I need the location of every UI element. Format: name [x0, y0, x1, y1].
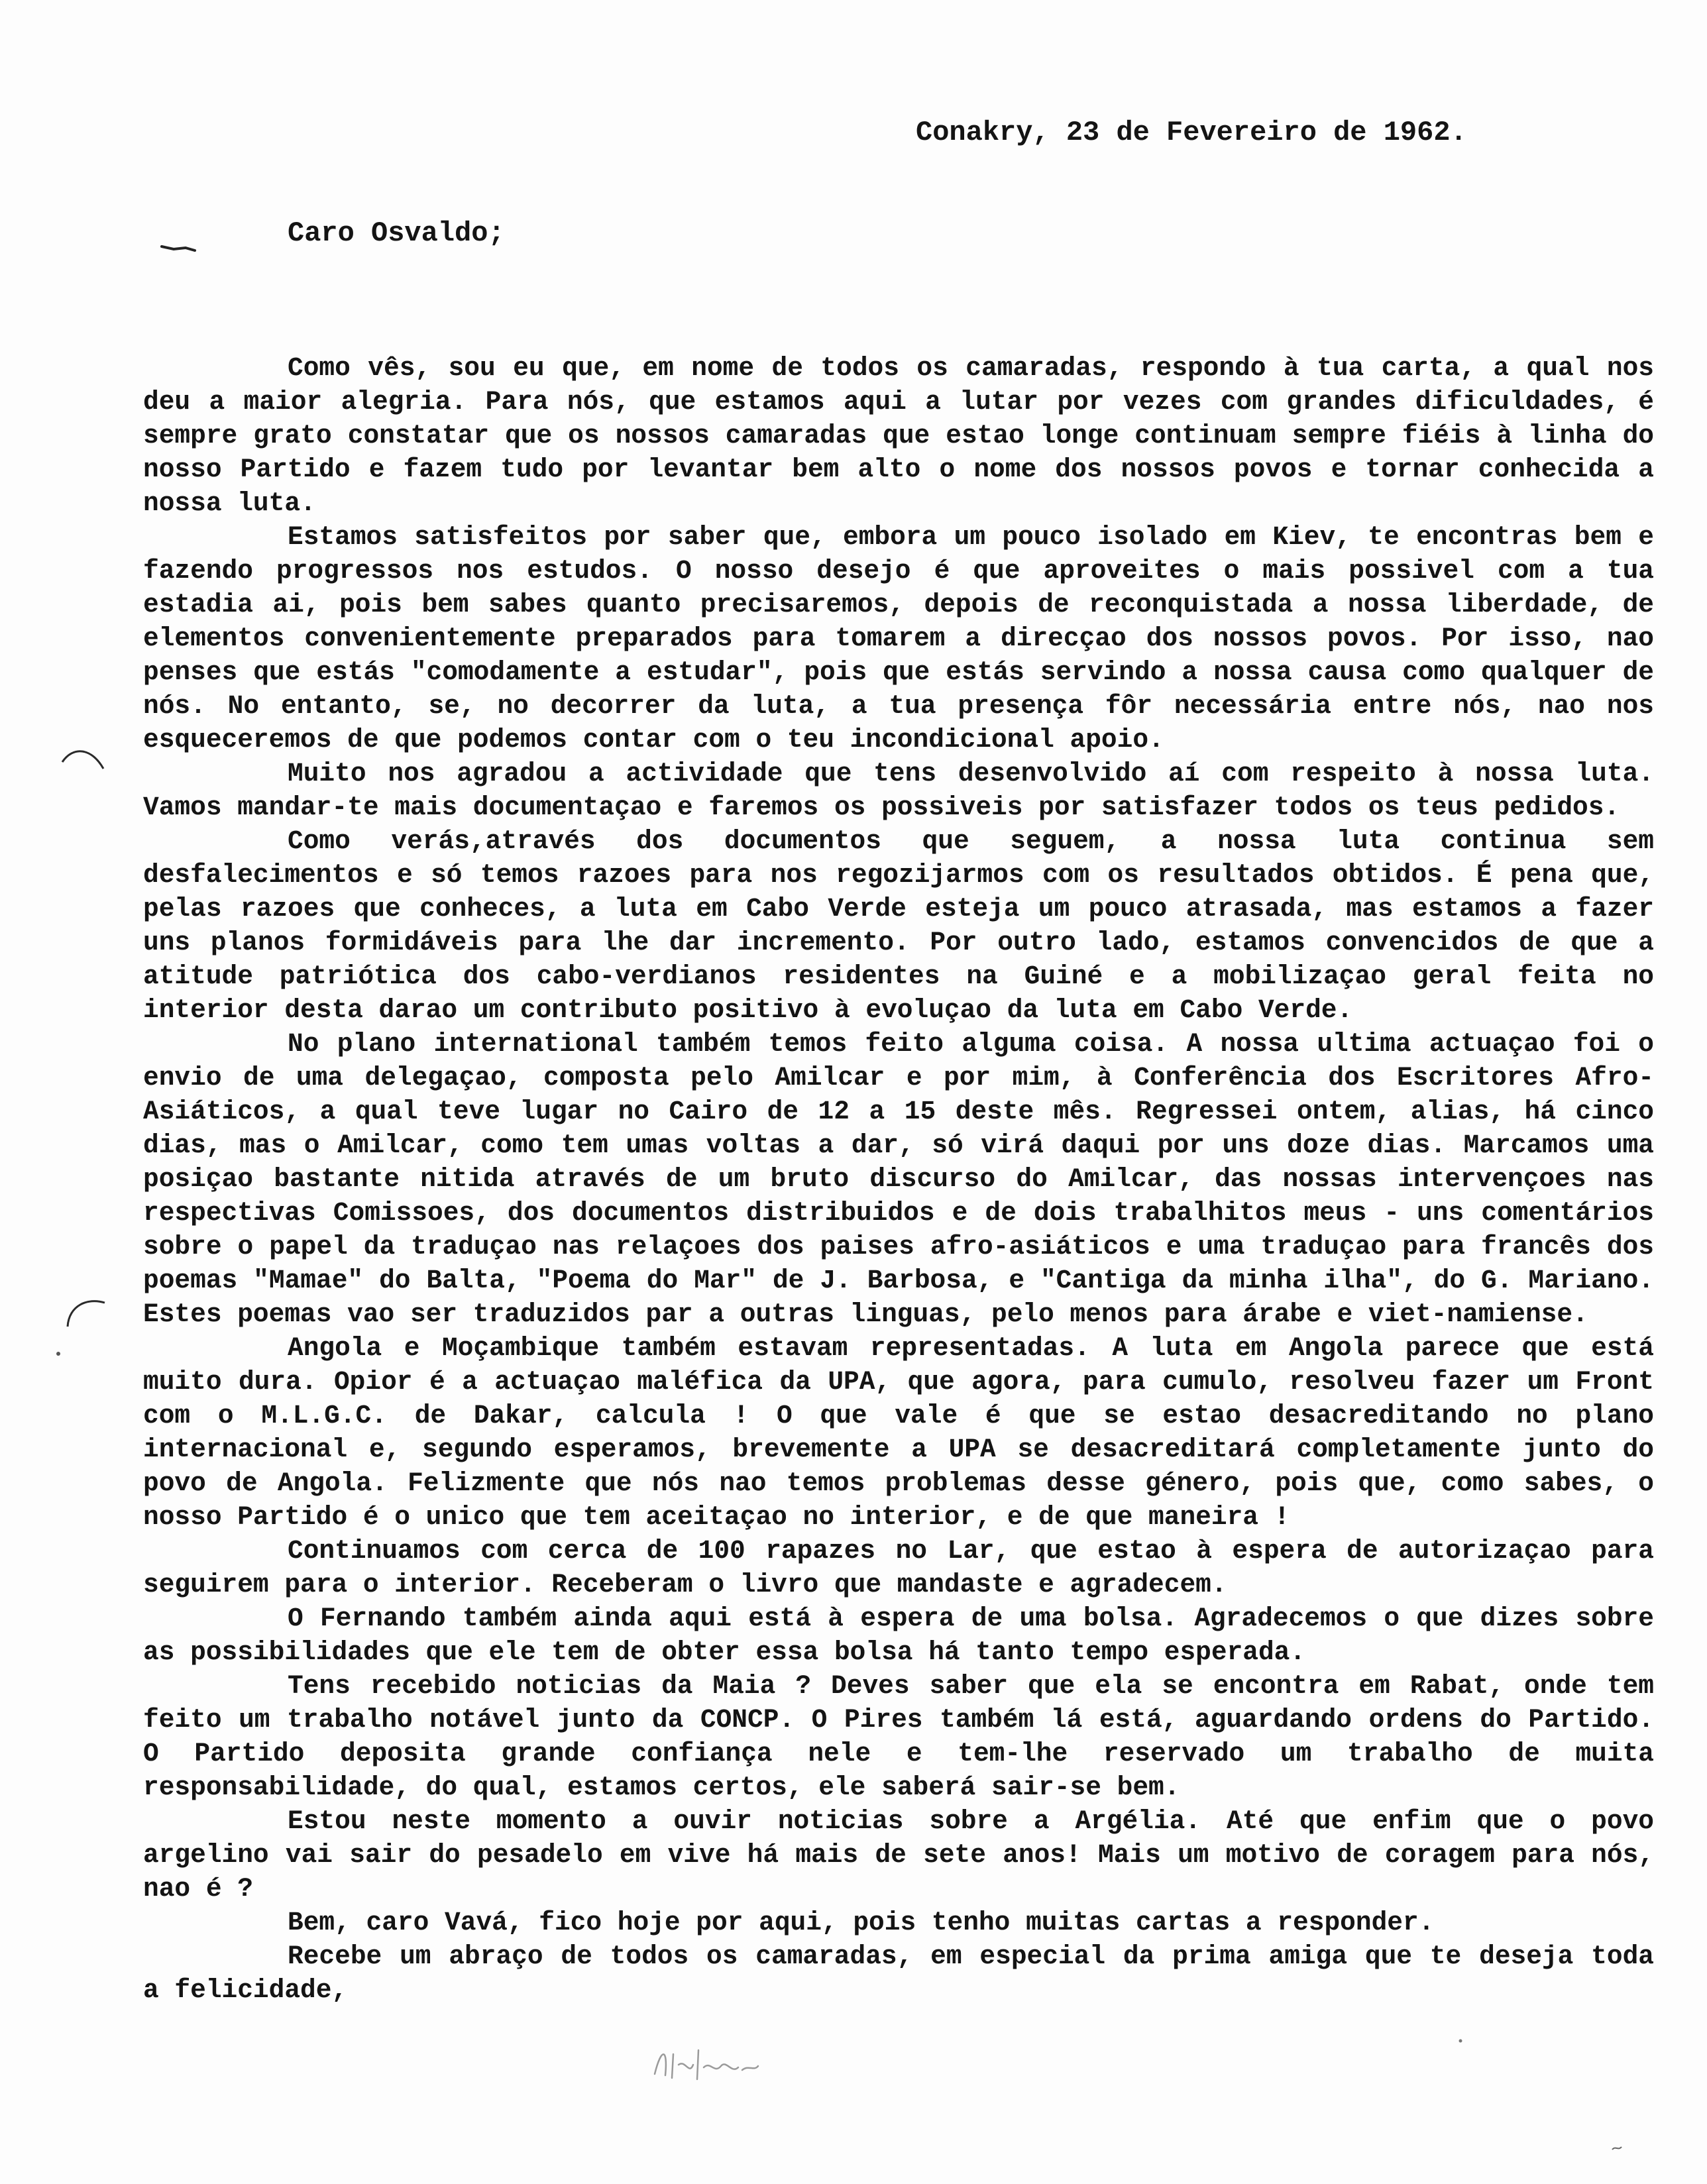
scan-speck: [1610, 2143, 1624, 2154]
punch-hole-mark: [64, 1292, 110, 1332]
paragraph: O Fernando também ainda aqui está à espera de uma bolsa. Agradecemos o que dizes sobre as possibilidades que ele tem de obter essa bolsa há tanto tempo esperada.: [143, 1604, 1654, 1667]
paragraph: Angola e Moçambique também estavam representadas. A luta em Angola parece que está muito dura. Opior é a actuaçao maléfica da UPA, que agora, para cumulo, resolveu fazer um Front com o M.L.G.C. de Dakar, calcula ! O que vale é que se estao desacreditando no plano internacional e, segundo esperamos, brevemente a UPA se desacreditará completamente junto do povo de Angola. Felizmente que nós nao temos problemas desse género, pois que, como sabes, o nosso Partido é o unico que tem aceitaçao no interior, e de que maneira !: [143, 1333, 1654, 1532]
letter-dateline: Conakry, 23 de Fevereiro de 1962.: [916, 117, 1467, 148]
paragraph: Tens recebido noticias da Maia ? Deves saber que ela se encontra em Rabat, onde tem feito um trabalho notável junto da CONCP. O Pires também lá está, aguardando ordens do Partido. O Partido deposita grande confiança nele e tem-lhe reservado um trabalho de muita responsabilidade, do qual, estamos certos, ele saberá sair-se bem.: [143, 1671, 1654, 1802]
paragraph: Como verás,através dos documentos que seguem, a nossa luta continua sem desfalecimentos e só temos razoes para nos regozijarmos com os resultados obtidos. É pena que, pelas razoes que conheces, a luta em Cabo Verde esteja um pouco atrasada, mas estamos a fazer uns planos formidáveis para lhe dar incremento. Por outro lado, estamos convencidos de que a atitude patriótica dos cabo-verdianos residentes na Guiné e a mobilizaçao geral feita no interior desta darao um contributo positivo à evoluçao da luta em Cabo Verde.: [143, 826, 1654, 1025]
scan-speck: [53, 1348, 64, 1359]
letter-body: [143, 351, 1654, 2007]
paragraph: Muito nos agradou a actividade que tens desenvolvido aí com respeito à nossa luta. Vamos mandar-te mais documentaçao e faremos os possiveis por satisfazer todos os teus pedidos.: [143, 759, 1654, 822]
letter-salutation: Caro Osvaldo;: [288, 217, 505, 249]
paragraph: Como vês, sou eu que, em nome de todos os camaradas, respondo à tua carta, a qual nos deu a maior alegria. Para nós, que estamos aqui a lutar por vezes com grandes dificuldades, é sempre grato constatar que os nossos camaradas que estao longe continuam sempre fiéis à linha do nosso Partido e fazem tudo por levantar bem alto o nome dos nossos povos e tornar conhecida a nossa luta.: [143, 353, 1654, 518]
paragraph: No plano international também temos feito alguma coisa. A nossa ultima actuaçao foi o envio de uma delegaçao, composta pelo Amilcar e por mim, à Conferência dos Escritores Afro-Asiáticos, a qual teve lugar no Cairo de 12 a 15 deste mês. Regressei ontem, alias, há cinco dias, mas o Amilcar, como tem umas voltas a dar, só virá daqui por uns doze dias. Marcamos uma posiçao bastante nitida através de um bruto discurso do Amilcar, das nossas intervençoes nas respectivas Comissoes, dos documentos distribuidos e de dois trabalhitos meus - uns comentários sobre o papel da traduçao nas relaçoes dos paises afro-asiáticos e uma traduçao para francês dos poemas "Mamae" do Balta, "Poema do Mar" de J. Barbosa, e "Cantiga da minha ilha", do G. Mariano. Estes poemas vao ser traduzidos par a outras linguas, pelo menos para árabe e viet-namiense.: [143, 1029, 1654, 1329]
paragraph: Recebe um abraço de todos os camaradas, em especial da prima amiga que te deseja toda a felicidade,: [143, 1941, 1654, 2005]
paragraph: Estamos satisfeitos por saber que, embora um pouco isolado em Kiev, te encontras bem e fazendo progressos nos estudos. O nosso desejo é que aproveites o mais possivel com a tua estadia ai, pois bem sabes quanto precisaremos, depois de reconquistada a nossa liberdade, de elementos convenientemente preparados para tomarem a direcçao dos nossos povos. Por isso, nao penses que estás "comodamente a estudar", pois que estás servindo a nossa causa como qualquer de nós. No entanto, se, no decorrer da luta, a tua presença fôr necessária entre nós, nao nos esqueceremos de que podemos contar com o teu incondicional apoio.: [143, 522, 1654, 755]
scan-speck: [159, 240, 199, 256]
paragraph: Continuamos com cerca de 100 rapazes no Lar, que estao à espera de autorizaçao para seguirem para o interior. Receberam o livro que mandaste e agradecem.: [143, 1536, 1654, 1600]
scan-speck: [1455, 2036, 1466, 2046]
paragraph: Estou neste momento a ouvir noticias sobre a Argélia. Até que enfim que o povo argelino vai sair do pesadelo em vive há mais de sete anos! Mais um motivo de coragem para nós, nao é ?: [143, 1806, 1654, 1904]
handwritten-signature: [649, 2041, 762, 2087]
paragraph: Bem, caro Vavá, fico hoje por aqui, pois tenho muitas cartas a responder.: [288, 1908, 1435, 1938]
punch-hole-mark: [57, 742, 110, 789]
